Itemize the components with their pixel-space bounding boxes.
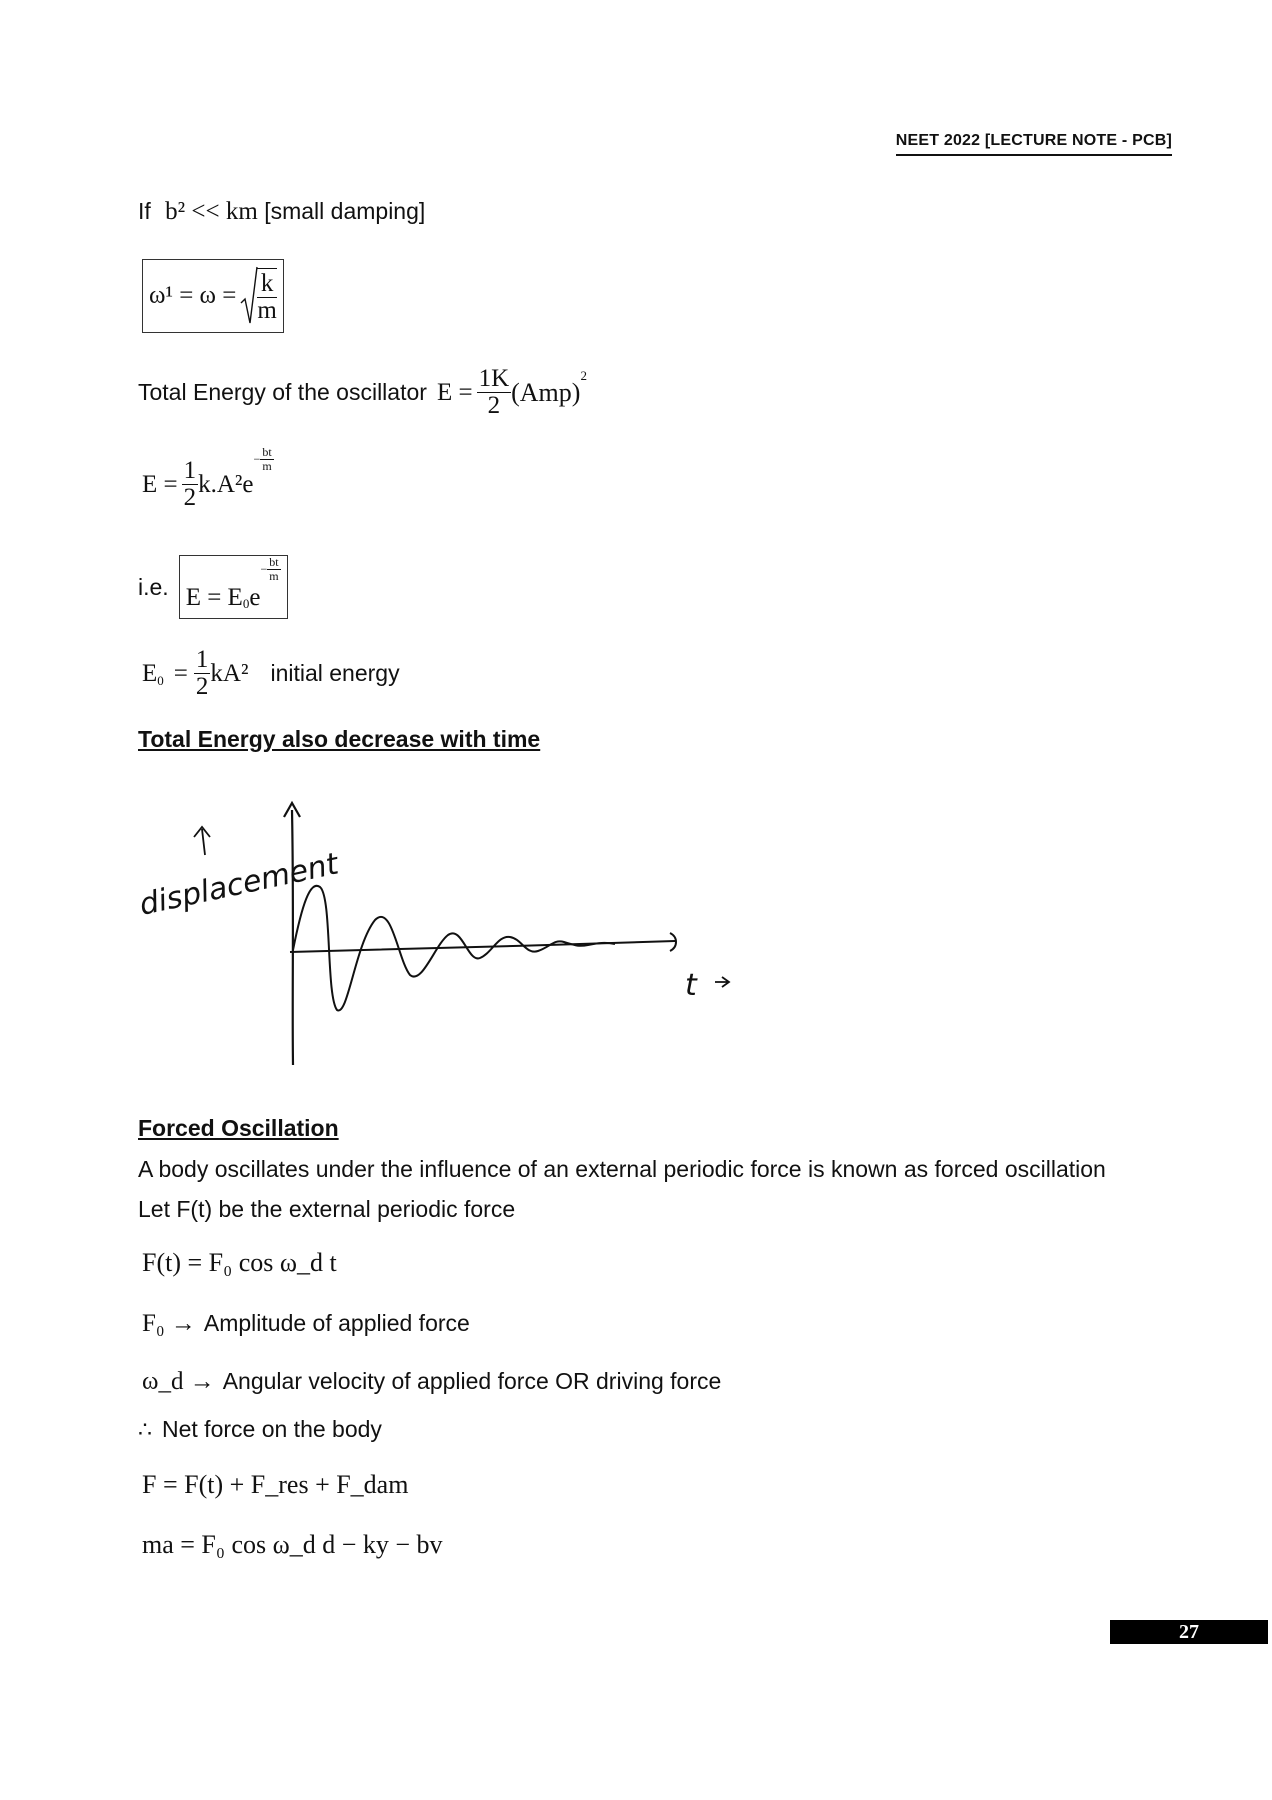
total-energy-power: 2 [580, 368, 587, 383]
f0-text: Amplitude of applied force [203, 1310, 470, 1336]
total-energy-label: Total Energy of the oscillator [138, 379, 427, 406]
energy-lhs: E = [142, 470, 178, 498]
forced-oscillation-heading: Forced Oscillation [138, 1115, 339, 1141]
ie-exp-den: m [269, 568, 279, 583]
energy-equation [142, 445, 274, 512]
omega-lhs: ω¹ = ω = [149, 282, 237, 309]
ie-rest: e [249, 584, 261, 611]
energy-exponent: − $\frac{bt}{m}$ [253, 445, 272, 473]
energy-num: 1 [183, 457, 197, 484]
if-label: If [138, 198, 151, 224]
small-damping-line [138, 198, 425, 226]
total-energy-den: 2 [487, 392, 501, 420]
forced-oscillation-let: Let F(t) be the external periodic force [138, 1196, 516, 1222]
e0-den: 2 [195, 673, 209, 701]
external-force-equation: F(t) = F₀ cos ω_d t [142, 1248, 337, 1277]
damped-oscillation-graph [130, 795, 750, 1085]
omega-num: k [257, 271, 276, 298]
total-energy-amp: (Amp) [511, 377, 581, 407]
e0-lhs: E [142, 659, 158, 687]
e0-note: initial energy [270, 660, 400, 687]
damping-note: [small damping] [264, 198, 426, 224]
energy-decrease-heading: Total Energy also decrease with time [138, 726, 541, 752]
ie-formula-box [179, 555, 288, 619]
page-header: NEET 2022 [LECTURE NOTE - PCB] [896, 132, 1172, 156]
total-energy-fraction [477, 366, 512, 420]
graph-y-axis [292, 810, 293, 1065]
graph-y-label: displacement [136, 846, 342, 923]
total-energy-lhs: E = [436, 378, 473, 406]
wd-text: Angular velocity of applied force OR driving force [222, 1368, 722, 1394]
omega-formula-box [142, 259, 284, 333]
ie-equation-line [138, 555, 288, 619]
e0-rest: kA² [210, 659, 249, 687]
initial-energy-equation [142, 647, 400, 701]
e0-sub: 0 [157, 672, 164, 688]
motion-equation: ma = F₀ cos ω_d d − ky − bv [142, 1530, 443, 1559]
page-number: 27 [1110, 1620, 1268, 1644]
graph-x-label: t [685, 968, 697, 1003]
wd-definition [142, 1368, 721, 1396]
wd-symbol: ω_d → [142, 1368, 215, 1395]
net-force-equation: F = F(t) + F_res + F_dam [142, 1470, 409, 1499]
omega-den: m [257, 297, 277, 324]
energy-exp-den: m [262, 458, 272, 473]
therefore-symbol: ∴ [138, 1417, 152, 1442]
x-label-arrow-icon [715, 977, 729, 987]
ie-sub: 0 [242, 596, 250, 611]
sqrt-sign-icon [240, 265, 258, 327]
total-energy-line [138, 366, 587, 420]
energy-exp-num: bt [262, 445, 272, 459]
ie-exponent: − $\frac{bt}{m}$ [260, 555, 279, 583]
energy-rest: k.A²e [198, 470, 254, 498]
damping-condition: b² << km [165, 198, 258, 225]
ie-exp-num: bt [269, 555, 279, 569]
omega-fraction [257, 268, 276, 325]
energy-den: 2 [183, 484, 197, 512]
e0-fraction [194, 647, 211, 701]
forced-oscillation-desc: A body oscillates under the influence of an external periodic force is known as forced oscillation [138, 1156, 1106, 1182]
net-force-line [138, 1416, 382, 1443]
total-energy-num: 1K [478, 365, 510, 392]
net-force-text: Net force on the body [162, 1416, 382, 1442]
graph-x-axis [290, 941, 675, 952]
ie-lhs: E = E [185, 584, 243, 611]
y-label-arrow-icon [194, 827, 210, 855]
ie-label: i.e. [138, 573, 169, 600]
energy-fraction [182, 458, 199, 512]
e0-eq: = [173, 659, 188, 687]
f0-definition [142, 1310, 470, 1338]
f0-symbol: F₀ → [142, 1310, 196, 1337]
e0-num: 1 [195, 646, 209, 673]
